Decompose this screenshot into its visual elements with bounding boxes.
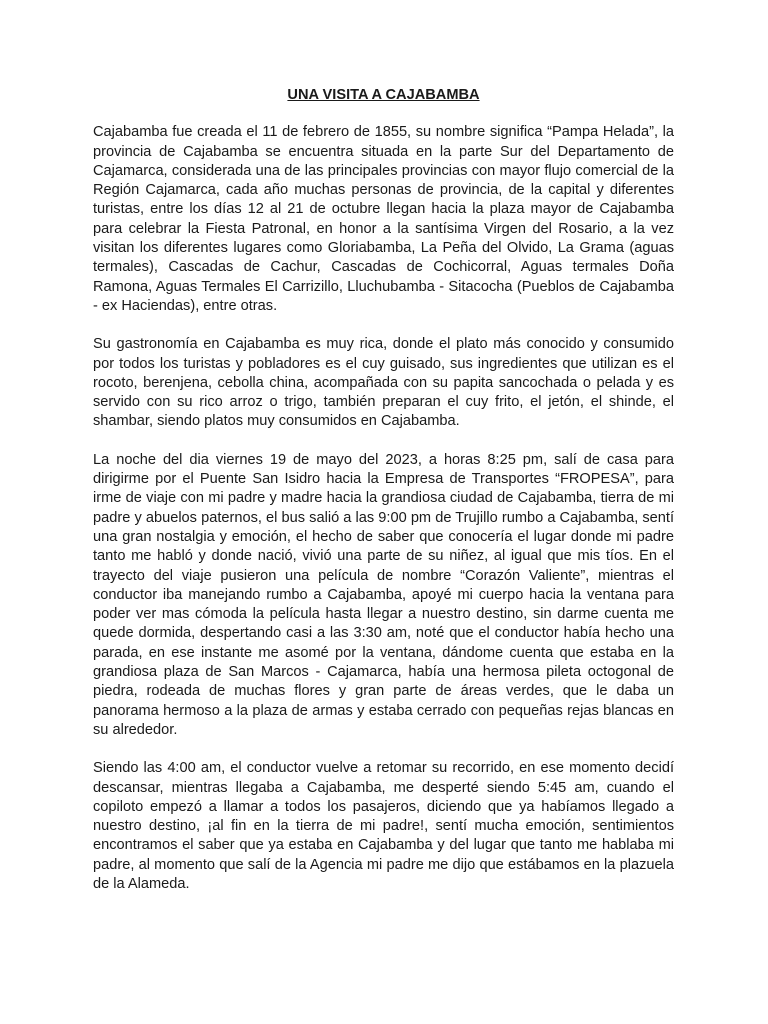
paragraph-arrival: Siendo las 4:00 am, el conductor vuelve a retomar su recorrido, en ese momento decidí descansar, mientras llegaba a Cajabamba, me desperté siendo 5:45 am, cuando el copiloto empezó a llamar a todos los pasajeros, diciendo que ya habíamos llegado a nuestro destino, ¡al fin en la tierra de mi padre!, sentí mucha emoción, sentimientos encontramos el saber que ya estaba en Cajabamba y del lugar que tanto me hablaba mi padre, al momento que salí de la Agencia mi padre me dijo que estábamos en la plazuela de la Alameda. bbox=[93, 760, 674, 892]
paragraph-founding: Cajabamba fue creada el 11 de febrero de 1855, su nombre significa “Pampa Helada”, la provincia de Cajabamba se encuentra situada en la parte Sur del Departamento de Cajamarca, considerada una de las principales provincias con mayor flujo comercial de la Región Cajamarca, cada año muchas personas de provincia, de la capital y diferentes turistas, entre los días 12 al 21 de octubre llegan hacia la plaza mayor de Cajabamba para celebrar la Fiesta Patronal, en honor a la santísima Virgen del Rosario, a la vez visitan los diferentes lugares como Gloriabamba, La Peña del Olvido, La Grama (aguas termales), Cascadas de Cachur, Cascadas de Cochicorral, Aguas termales Doña Ramona, Aguas Termales El Carrizillo, Lluchubamba - Sitacocha (Pueblos de Cajabamba - ex Haciendas), entre otras. bbox=[93, 124, 674, 314]
paragraph-gastronomy: Su gastronomía en Cajabamba es muy rica, donde el plato más conocido y consumido por todos los turistas y pobladores es el cuy guisado, sus ingredientes que utilizan es el rocoto, berenjena, cebolla china, acompañada con su papita sancochada o pelada y es servido con su rico arroz o trigo, también preparan el cuy frito, el jetón, el shinde, el shambar, siendo platos muy consumidos en Cajabamba. bbox=[93, 336, 674, 430]
paragraph-journey: La noche del dia viernes 19 de mayo del 2023, a horas 8:25 pm, salí de casa para dirigirme por el Puente San Isidro hacia la Empresa de Transportes “FROPESA”, para irme de viaje con mi padre y madre hacia la grandiosa ciudad de Cajabamba, tierra de mi padre y abuelos paternos, el bus salió a las 9:00 pm de Trujillo rumbo a Cajabamba, sentí una gran nostalgia y emoción, el hecho de saber que conocería el lugar donde mi padre tanto me habló y donde nació, vivió una parte de su niñez, al igual que mis tíos. En el trayecto del viaje pusieron una película de nombre “Corazón Valiente”, mientras el conductor iba manejando rumbo a Cajabamba, apoyé mi cuerpo hacia la ventana para poder ver mas cómoda la película hasta llegar a nuestro destino, sin darme cuenta me quede dormida, despertando casi a las 3:30 am, noté que el conductor había hecho una parada, en ese instante me asomé por la ventana, dándome cuenta que estaba en la grandiosa plaza de San Marcos - Cajamarca, había una hermosa pileta octogonal de piedra, rodeada de muchas flores y gran parte de áreas verdes, que le daba un panorama hermoso a la plaza de armas y estaba cerrado con pequeñas rejas blancas en su alrededor. bbox=[93, 451, 674, 738]
document-title: UNA VISITA A CAJABAMBA bbox=[287, 87, 480, 103]
document-body bbox=[93, 86, 674, 913]
